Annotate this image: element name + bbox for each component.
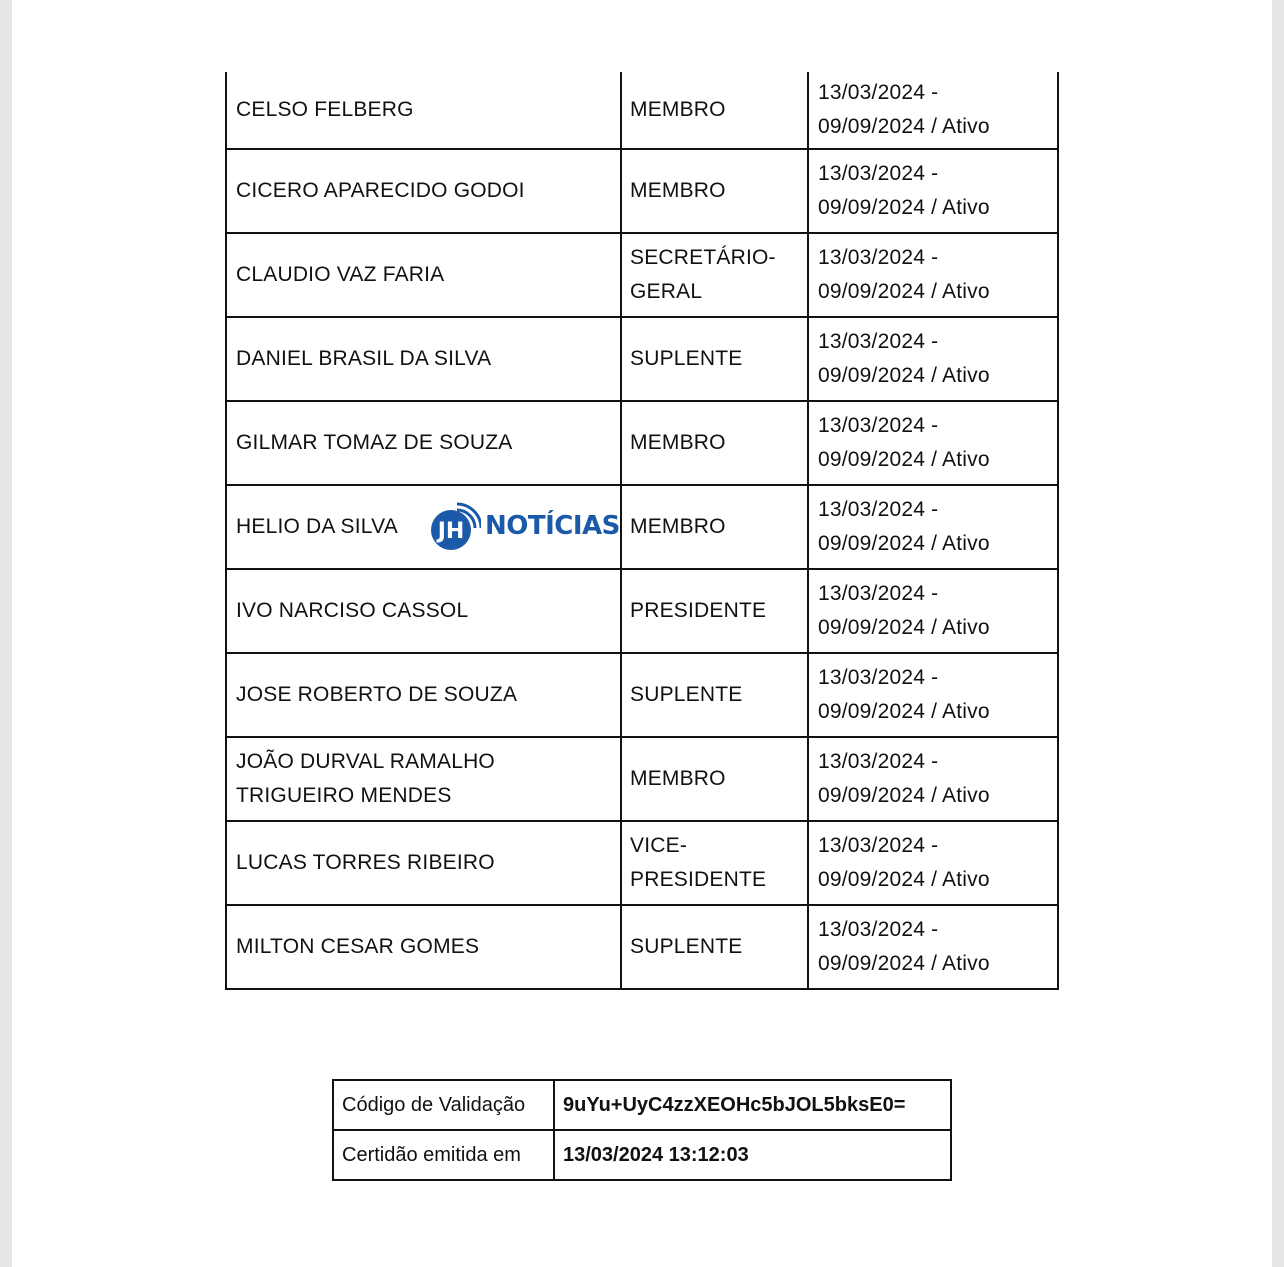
period-end-status: 09/09/2024 / Ativo xyxy=(818,952,990,975)
period-end-status: 09/09/2024 / Ativo xyxy=(818,364,990,387)
member-period xyxy=(808,233,1058,317)
period-start: 13/03/2024 - xyxy=(818,666,939,689)
period-end-status: 09/09/2024 / Ativo xyxy=(818,868,990,891)
period-end-status: 09/09/2024 / Ativo xyxy=(818,532,990,555)
member-row xyxy=(226,401,1058,485)
member-period xyxy=(808,653,1058,737)
member-period xyxy=(808,905,1058,989)
period-start: 13/03/2024 - xyxy=(818,582,939,605)
period-start: 13/03/2024 - xyxy=(818,246,939,269)
member-name: MILTON CESAR GOMES xyxy=(226,905,621,989)
issued-row xyxy=(333,1130,951,1180)
member-row xyxy=(226,821,1058,905)
issued-value: 13/03/2024 13:12:03 xyxy=(554,1130,951,1180)
member-role: PRESIDENTE xyxy=(621,569,808,653)
member-name: CICERO APARECIDO GODOI xyxy=(226,149,621,233)
member-period xyxy=(808,821,1058,905)
member-row xyxy=(226,653,1058,737)
member-row xyxy=(226,233,1058,317)
member-row xyxy=(226,737,1058,821)
jh-noticias-watermark xyxy=(427,498,627,554)
member-row xyxy=(226,485,1058,569)
validation-code-value: 9uYu+UyC4zzXEOHc5bJOL5bksE0= xyxy=(554,1080,951,1130)
period-start: 13/03/2024 - xyxy=(818,162,939,185)
member-name: HELIO DA SILVA xyxy=(226,485,621,569)
period-start: 13/03/2024 - xyxy=(818,81,939,104)
document-page xyxy=(12,0,1272,1267)
member-period xyxy=(808,569,1058,653)
member-period xyxy=(808,737,1058,821)
member-name: JOÃO DURVAL RAMALHO TRIGUEIRO MENDES xyxy=(226,737,621,821)
member-name: CLAUDIO VAZ FARIA xyxy=(226,233,621,317)
member-row xyxy=(226,569,1058,653)
member-role: SUPLENTE xyxy=(621,317,808,401)
period-end-status: 09/09/2024 / Ativo xyxy=(818,280,990,303)
period-end-status: 09/09/2024 / Ativo xyxy=(818,700,990,723)
period-start: 13/03/2024 - xyxy=(818,918,939,941)
member-name: LUCAS TORRES RIBEIRO xyxy=(226,821,621,905)
member-name: CELSO FELBERG xyxy=(226,72,621,149)
member-name: DANIEL BRASIL DA SILVA xyxy=(226,317,621,401)
svg-text:JH: JH xyxy=(437,519,465,544)
validation-table xyxy=(332,1079,952,1181)
period-end-status: 09/09/2024 / Ativo xyxy=(818,448,990,471)
member-row xyxy=(226,317,1058,401)
period-start: 13/03/2024 - xyxy=(818,750,939,773)
member-role: MEMBRO xyxy=(621,737,808,821)
member-period xyxy=(808,485,1058,569)
issued-label: Certidão emitida em xyxy=(333,1130,554,1180)
jh-logo-icon xyxy=(427,500,481,552)
member-role: MEMBRO xyxy=(621,485,808,569)
watermark-text: NOTÍCIAS xyxy=(485,511,620,541)
member-name: GILMAR TOMAZ DE SOUZA xyxy=(226,401,621,485)
period-start: 13/03/2024 - xyxy=(818,414,939,437)
member-row xyxy=(226,72,1058,149)
member-role: VICE-PRESIDENTE xyxy=(621,821,808,905)
member-role: MEMBRO xyxy=(621,72,808,149)
validation-code-label: Código de Validação xyxy=(333,1080,554,1130)
period-end-status: 09/09/2024 / Ativo xyxy=(818,196,990,219)
member-name: IVO NARCISO CASSOL xyxy=(226,569,621,653)
member-period xyxy=(808,149,1058,233)
member-role: MEMBRO xyxy=(621,149,808,233)
period-end-status: 09/09/2024 / Ativo xyxy=(818,784,990,807)
member-role: SUPLENTE xyxy=(621,653,808,737)
period-end-status: 09/09/2024 / Ativo xyxy=(818,616,990,639)
members-table xyxy=(225,72,1059,990)
member-period xyxy=(808,72,1058,149)
member-role: SUPLENTE xyxy=(621,905,808,989)
member-period xyxy=(808,401,1058,485)
member-role: SECRETÁRIO-GERAL xyxy=(621,233,808,317)
member-period xyxy=(808,317,1058,401)
validation-code-row xyxy=(333,1080,951,1130)
member-row xyxy=(226,149,1058,233)
period-end-status: 09/09/2024 / Ativo xyxy=(818,115,990,138)
member-name: JOSE ROBERTO DE SOUZA xyxy=(226,653,621,737)
member-row xyxy=(226,905,1058,989)
period-start: 13/03/2024 - xyxy=(818,834,939,857)
members-table-body xyxy=(226,72,1058,989)
period-start: 13/03/2024 - xyxy=(818,330,939,353)
period-start: 13/03/2024 - xyxy=(818,498,939,521)
member-role: MEMBRO xyxy=(621,401,808,485)
